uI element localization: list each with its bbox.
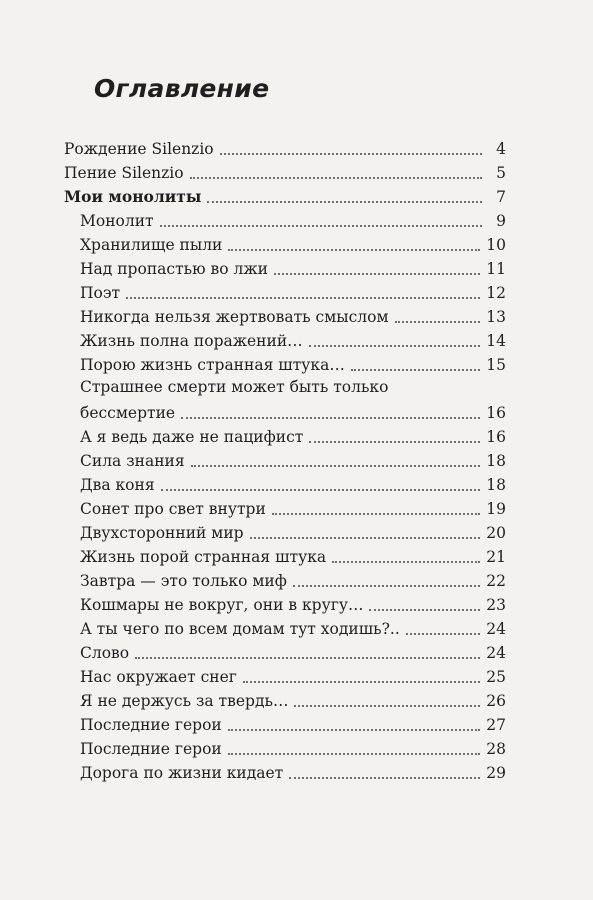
dot-leader [272, 513, 480, 515]
toc-entry [80, 760, 506, 784]
toc-entry-page: 4 [496, 140, 506, 158]
toc-entry-title: Пение Silenzio [64, 164, 184, 182]
toc-entry [80, 520, 506, 544]
dot-leader [228, 729, 481, 731]
toc-entry-title: Завтра — это только миф [80, 572, 287, 590]
toc-entry-title: Дорога по жизни кидает [80, 764, 284, 782]
toc-entry [80, 352, 506, 376]
toc-entry-title: Сила знания [80, 452, 185, 470]
dot-leader [135, 657, 480, 659]
toc-entry-page: 18 [486, 452, 506, 470]
dot-leader [160, 225, 482, 227]
toc-entry-page: 7 [496, 188, 506, 206]
toc-entry [80, 688, 506, 712]
toc-entry [80, 544, 506, 568]
toc-entry-title: А ты чего по всем домам тут ходишь?.. [80, 620, 400, 638]
toc-entry-page: 9 [496, 212, 506, 230]
toc-entry-page: 19 [486, 500, 506, 518]
toc-entry-title: Поэт [80, 284, 121, 302]
toc-entry-page: 12 [486, 284, 506, 302]
toc-entry-title: Нас окружает снег [80, 668, 237, 686]
toc-entry-title: Два коня [80, 476, 155, 494]
toc-entry-page: 21 [486, 548, 506, 566]
dot-leader [126, 297, 480, 299]
dot-leader [351, 369, 480, 371]
toc-entry [80, 664, 506, 688]
dot-leader [395, 321, 481, 323]
toc-entry-page: 5 [496, 164, 506, 182]
toc-entry-page: 16 [486, 428, 506, 446]
dot-leader [293, 585, 480, 587]
toc-entry-page: 14 [486, 332, 506, 350]
dot-leader [309, 441, 480, 443]
toc-entry-page: 22 [486, 572, 506, 590]
toc-entry [80, 280, 506, 304]
dot-leader [190, 177, 482, 179]
toc-entry [80, 592, 506, 616]
dot-leader [406, 633, 480, 635]
dot-leader [274, 273, 480, 275]
toc-entry [80, 496, 506, 520]
toc-entry-page: 25 [486, 668, 506, 686]
toc-entry [80, 616, 506, 640]
toc-entry-page: 11 [486, 260, 506, 278]
dot-leader [309, 345, 481, 347]
dot-leader [289, 777, 480, 779]
dot-leader [332, 561, 480, 563]
toc-entry-title: Жизнь порой странная штука [80, 548, 327, 566]
toc-entry [80, 256, 506, 280]
toc-entry [80, 424, 506, 448]
toc-entry-title-line1: Страшнее смерти может быть только [80, 378, 389, 396]
toc-entry-page: 10 [486, 236, 506, 254]
toc-entry-title: Хранилище пыли [80, 236, 223, 254]
toc-entry-page: 20 [486, 524, 506, 542]
dot-leader [250, 537, 481, 539]
toc-entry-page: 29 [486, 764, 506, 782]
toc-entry [80, 232, 506, 256]
toc-entry-title: Рождение Silenzio [64, 140, 214, 158]
toc-entry-title: Кошмары не вокруг, они в кругу… [80, 596, 364, 614]
toc-entry [80, 712, 506, 736]
dot-leader [243, 681, 480, 683]
toc-entry-title: Жизнь полна поражений… [80, 332, 303, 350]
toc-entry [80, 736, 506, 760]
toc-entry-page: 15 [486, 356, 506, 374]
toc-entry-page: 23 [486, 596, 506, 614]
toc-entry [80, 208, 506, 232]
toc-entry-page: 24 [486, 620, 506, 638]
toc-entry-title: Слово [80, 644, 130, 662]
dot-leader [181, 417, 480, 419]
toc-entry-title: А я ведь даже не пацифист [80, 428, 304, 446]
toc-entry-page: 28 [486, 740, 506, 758]
toc-heading: Оглавление [94, 74, 270, 103]
dot-leader [161, 489, 481, 491]
toc-entry-line1 [80, 376, 506, 398]
dot-leader [228, 249, 480, 251]
toc-entry [80, 328, 506, 352]
toc-section [64, 184, 506, 208]
dot-leader [220, 153, 482, 155]
dot-leader [369, 609, 480, 611]
dot-leader [207, 201, 482, 203]
toc-entry-title: Я не держусь за твердь… [80, 692, 289, 710]
toc-entry-title: Последние герои [80, 716, 222, 734]
toc-entry-title: бессмертие [80, 404, 176, 422]
toc-entry-title: Над пропастью во лжи [80, 260, 268, 278]
toc-entry-title: Сонет про свет внутри [80, 500, 266, 518]
toc-entry-page: 13 [486, 308, 506, 326]
dot-leader [228, 753, 481, 755]
toc-entry-page: 24 [486, 644, 506, 662]
toc-entry-title: Монолит [80, 212, 154, 230]
toc-entry [64, 160, 506, 184]
toc-entry-title: Двухсторонний мир [80, 524, 244, 542]
toc-entry-page: 18 [486, 476, 506, 494]
toc-entry [80, 472, 506, 496]
toc-entry-title: Порою жизнь странная штука… [80, 356, 345, 374]
toc-entry [64, 136, 506, 160]
toc-entry [80, 568, 506, 592]
dot-leader [294, 705, 480, 707]
toc-entry [80, 400, 506, 424]
dot-leader [191, 465, 481, 467]
toc-entry [80, 304, 506, 328]
toc-entry [80, 448, 506, 472]
toc-entry-title: Никогда нельзя жертвовать смыслом [80, 308, 389, 326]
toc-entry-page: 26 [486, 692, 506, 710]
toc-entry-page: 27 [486, 716, 506, 734]
toc-entry-title: Последние герои [80, 740, 222, 758]
toc-entry-page: 16 [486, 404, 506, 422]
toc-section-title: Мои монолиты [64, 187, 202, 206]
toc-entry [80, 640, 506, 664]
